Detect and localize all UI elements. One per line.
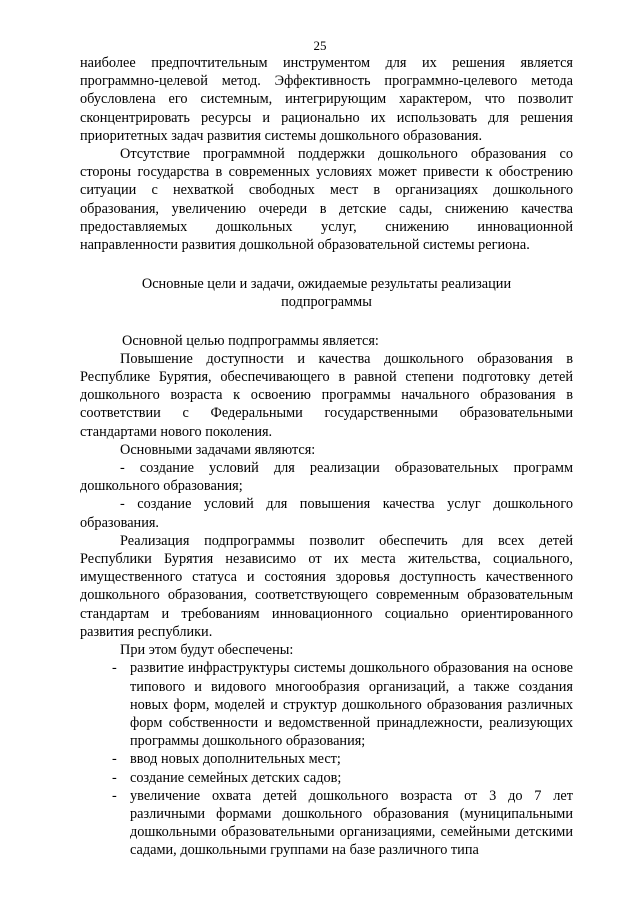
bullet-mark: -	[112, 769, 117, 786]
list-item-text: ввод новых дополнительных мест;	[130, 751, 341, 768]
paragraph-implementation: Реализация подпрограммы позволит обеспечить для всех детей Республики Бурятия независимо от их места жительства, социального, имущественного статуса и состояния здоровья доступность качественного дошкольного образования, соответствующего современным образовательным стандартам и требованиям инновационного социально ориентированного развития республики.	[80, 532, 573, 640]
task-item: - создание условий для повышения качества услуг дошкольного образования.	[80, 496, 573, 531]
bullet-mark: -	[112, 751, 117, 768]
task-item: - создание условий для реализации образовательных программ дошкольного образования;	[80, 460, 573, 495]
tasks-intro: Основными задачами являются:	[120, 441, 316, 458]
section-heading: Основные цели и задачи, ожидаемые результаты реализации подпрограммы	[141, 276, 512, 311]
list-item	[80, 750, 573, 768]
goal-intro: Основной целью подпрограммы является:	[122, 332, 379, 349]
provided-intro: При этом будут обеспечены:	[120, 642, 294, 659]
list-item	[80, 659, 573, 750]
bullet-mark: -	[112, 660, 117, 677]
page-number: 25	[313, 38, 327, 53]
list-item-text: развитие инфраструктуры системы дошкольного образования на основе типового и видового многообразия организаций, а также создания новых форм, моделей и структур дошкольного образования различных форм собственности и ведомственной принадлежности, реализующих программы дошкольного образования;	[130, 660, 573, 750]
list-item-text: создание семейных детских садов;	[130, 769, 342, 786]
provided-list	[80, 659, 573, 859]
document-body	[80, 54, 573, 860]
list-item-text: увеличение охвата детей дошкольного возраста от 3 до 7 лет различными формами дошкольного образования (муниципальными дошкольными образовательными организациями, семейными детскими садами, дошкольными группами на базе различного типа	[130, 787, 573, 859]
list-item	[80, 787, 573, 860]
goal-text: Повышение доступности и качества дошкольного образования в Республике Бурятия, обеспечивающего в равной степени подготовку детей дошкольного возраста к освоению программы начального образования в соответствии с Федеральными государственными образовательными стандартами нового поколения.	[80, 350, 573, 440]
paragraph-intro: наиболее предпочтительным инструментом для их решения является программно-целевой метод. Эффективность программно-целевого метода обусловлена его системным, интегрирующим характером, что позволит сконцентрировать ресурсы и рационально их использовать для решения приоритетных задач развития системы дошкольного образования.	[80, 55, 573, 144]
bullet-mark: -	[112, 787, 117, 804]
list-item	[80, 769, 573, 787]
paragraph-absence: Отсутствие программной поддержки дошкольного образования со стороны государства в современных условиях может привести к обострению ситуации с нехваткой свободных мест в организациях дошкольного образования, увеличению очереди в детские сады, снижению качества предоставляемых дошкольных услуг, снижению инновационной направленности развития дошкольной образовательной системы региона.	[80, 146, 573, 254]
